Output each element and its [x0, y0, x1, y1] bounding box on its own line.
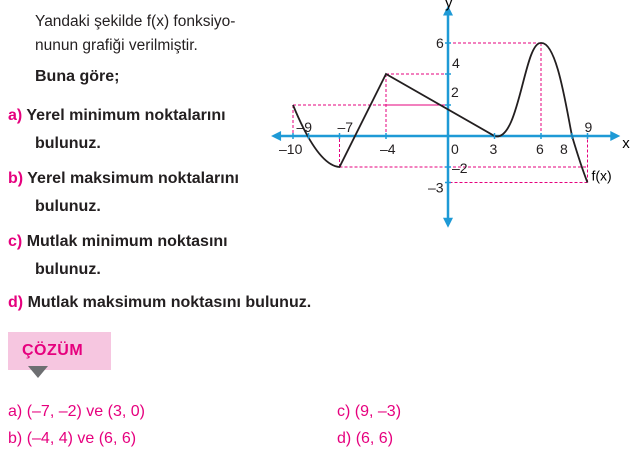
intro-line-2: nunun grafiği verilmiştir.	[35, 37, 198, 54]
y-axis-label: y	[445, 0, 453, 12]
question-d-text: Mutlak maksimum noktasını bulunuz.	[27, 294, 312, 311]
x-axis-left-arrow-icon	[271, 131, 281, 141]
x-axis-label: x	[622, 135, 630, 152]
solution-label: ÇÖZÜM	[22, 342, 84, 359]
question-b-text: Yerel maksimum noktalarını	[27, 170, 239, 187]
y-tick-label: 2	[451, 84, 459, 100]
guide-lines	[293, 43, 588, 183]
x-axis-arrow-icon	[610, 131, 620, 141]
answer-a-text: (–7, –2) ve (3, 0)	[26, 403, 145, 420]
answer-b-text: (–4, 4) ve (6, 6)	[26, 430, 137, 447]
x-tick-label: 3	[489, 141, 498, 157]
question-c-text: Mutlak minimum noktasını	[26, 233, 228, 250]
x-tick-label: –7	[337, 119, 354, 135]
question-a-letter: a)	[8, 107, 23, 124]
question-c-line-2: bulunuz.	[35, 261, 101, 278]
y-axis-down-arrow-icon	[443, 218, 453, 228]
y-tick-label: –3	[428, 179, 444, 196]
question-d-letter: d)	[8, 294, 24, 311]
question-a-text: Yerel minimum noktalarını	[26, 107, 226, 124]
answer-c-text: (9, –3)	[354, 403, 402, 420]
prompt: Buna göre;	[35, 68, 120, 85]
function-curve	[293, 43, 588, 183]
question-b-letter: b)	[8, 170, 24, 187]
function-label: f(x)	[591, 167, 612, 184]
answer-b-letter: b)	[8, 430, 23, 447]
answer-a-letter: a)	[8, 403, 23, 420]
x-tick-label: 9	[584, 119, 593, 135]
x-tick-label: –4	[380, 141, 396, 157]
x-tick-label: 6	[536, 141, 544, 157]
y-tick-label: 6	[436, 35, 444, 51]
answer-d-text: (6, 6)	[355, 430, 394, 447]
question-b-line-2: bulunuz.	[35, 198, 101, 215]
answer-c-letter: c)	[337, 403, 351, 420]
x-tick-label: 8	[560, 141, 568, 157]
intro-line-1: Yandaki şekilde f(x) fonksiyo-	[35, 13, 236, 30]
y-tick-label: 4	[452, 55, 460, 71]
y-tick-label: –2	[452, 160, 468, 176]
x-tick-label: –10	[279, 141, 303, 157]
x-tick-label: –9	[296, 119, 313, 135]
tick-labels	[279, 35, 593, 196]
question-c-letter: c)	[8, 233, 23, 250]
question-a-line-2: bulunuz.	[35, 135, 101, 152]
answer-d-letter: d)	[337, 430, 352, 447]
x-tick-label: 0	[451, 141, 459, 157]
